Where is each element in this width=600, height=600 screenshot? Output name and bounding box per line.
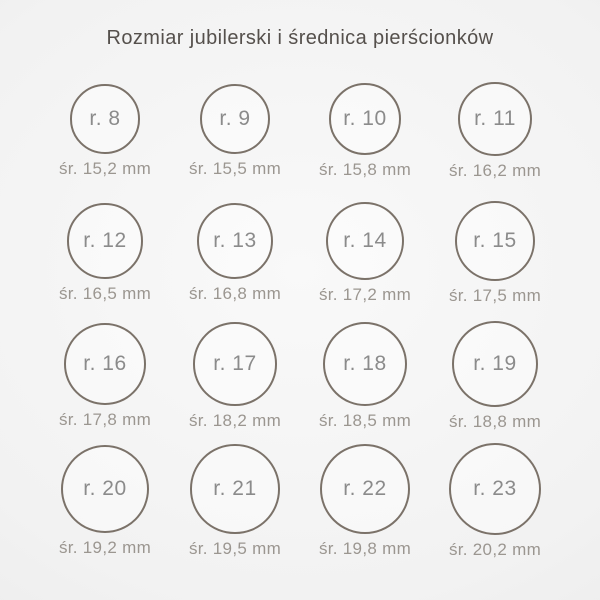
ring-size-label: r. 15 [473, 228, 517, 252]
ring-size-label: r. 16 [83, 351, 127, 375]
ring-circle [61, 445, 149, 533]
ring-diameter-label: śr. 16,5 mm [58, 283, 152, 303]
ring-diameter-label: śr. 19,5 mm [188, 538, 282, 558]
ring-circle [193, 322, 276, 405]
ring-diameter-label: śr. 17,2 mm [318, 285, 412, 305]
ring-circle [200, 84, 271, 155]
ring-diameter-label: śr. 15,5 mm [188, 159, 282, 179]
ring-diameter-label: śr. 20,2 mm [448, 540, 542, 560]
ring-circle [70, 84, 140, 154]
ring-circle [326, 202, 405, 281]
ring-diameter-label: śr. 18,8 mm [448, 412, 542, 432]
ring-circle [320, 444, 411, 535]
ring-size-label: r. 18 [343, 351, 387, 375]
ring-diameter-label: śr. 19,8 mm [318, 539, 412, 559]
ring-circle [458, 82, 532, 156]
ring-circle [323, 322, 408, 407]
ring-circle [64, 323, 146, 405]
ring-size-label: r. 9 [219, 106, 251, 130]
ring-size-label: r. 10 [343, 106, 387, 130]
ring-size-label: r. 11 [474, 106, 516, 130]
ring-diameter-label: śr. 19,2 mm [58, 537, 152, 557]
ring-size-label: r. 21 [213, 476, 257, 500]
ring-size-label: r. 17 [213, 351, 257, 375]
ring-size-label: r. 19 [473, 351, 517, 375]
ring-size-label: r. 14 [343, 228, 387, 252]
page-title: Rozmiar jubilerski i średnica pierścionków [106, 27, 494, 49]
ring-size-label: r. 8 [89, 106, 121, 130]
ring-diameter-label: śr. 17,5 mm [448, 286, 542, 306]
ring-circle [455, 201, 535, 281]
ring-diameter-label: śr. 15,8 mm [318, 160, 412, 180]
ring-diameter-label: śr. 15,2 mm [58, 158, 152, 178]
ring-size-label: r. 23 [473, 476, 517, 500]
ring-diameter-label: śr. 17,8 mm [58, 409, 152, 429]
ring-diameter-label: śr. 18,5 mm [318, 411, 412, 431]
ring-size-label: r. 12 [83, 228, 127, 252]
ring-circle [329, 83, 401, 155]
ring-circle [190, 444, 279, 533]
ring-diameter-label: śr. 18,2 mm [188, 410, 282, 430]
ring-diameter-label: śr. 16,8 mm [188, 284, 282, 304]
ring-size-label: r. 13 [213, 228, 257, 252]
ring-size-label: r. 20 [83, 476, 127, 500]
ring-circle [449, 443, 542, 536]
ring-size-label: r. 22 [343, 476, 387, 500]
ring-circle [452, 321, 538, 407]
ring-circle [67, 203, 143, 279]
ring-diameter-label: śr. 16,2 mm [448, 161, 542, 181]
ring-circle [197, 203, 274, 280]
